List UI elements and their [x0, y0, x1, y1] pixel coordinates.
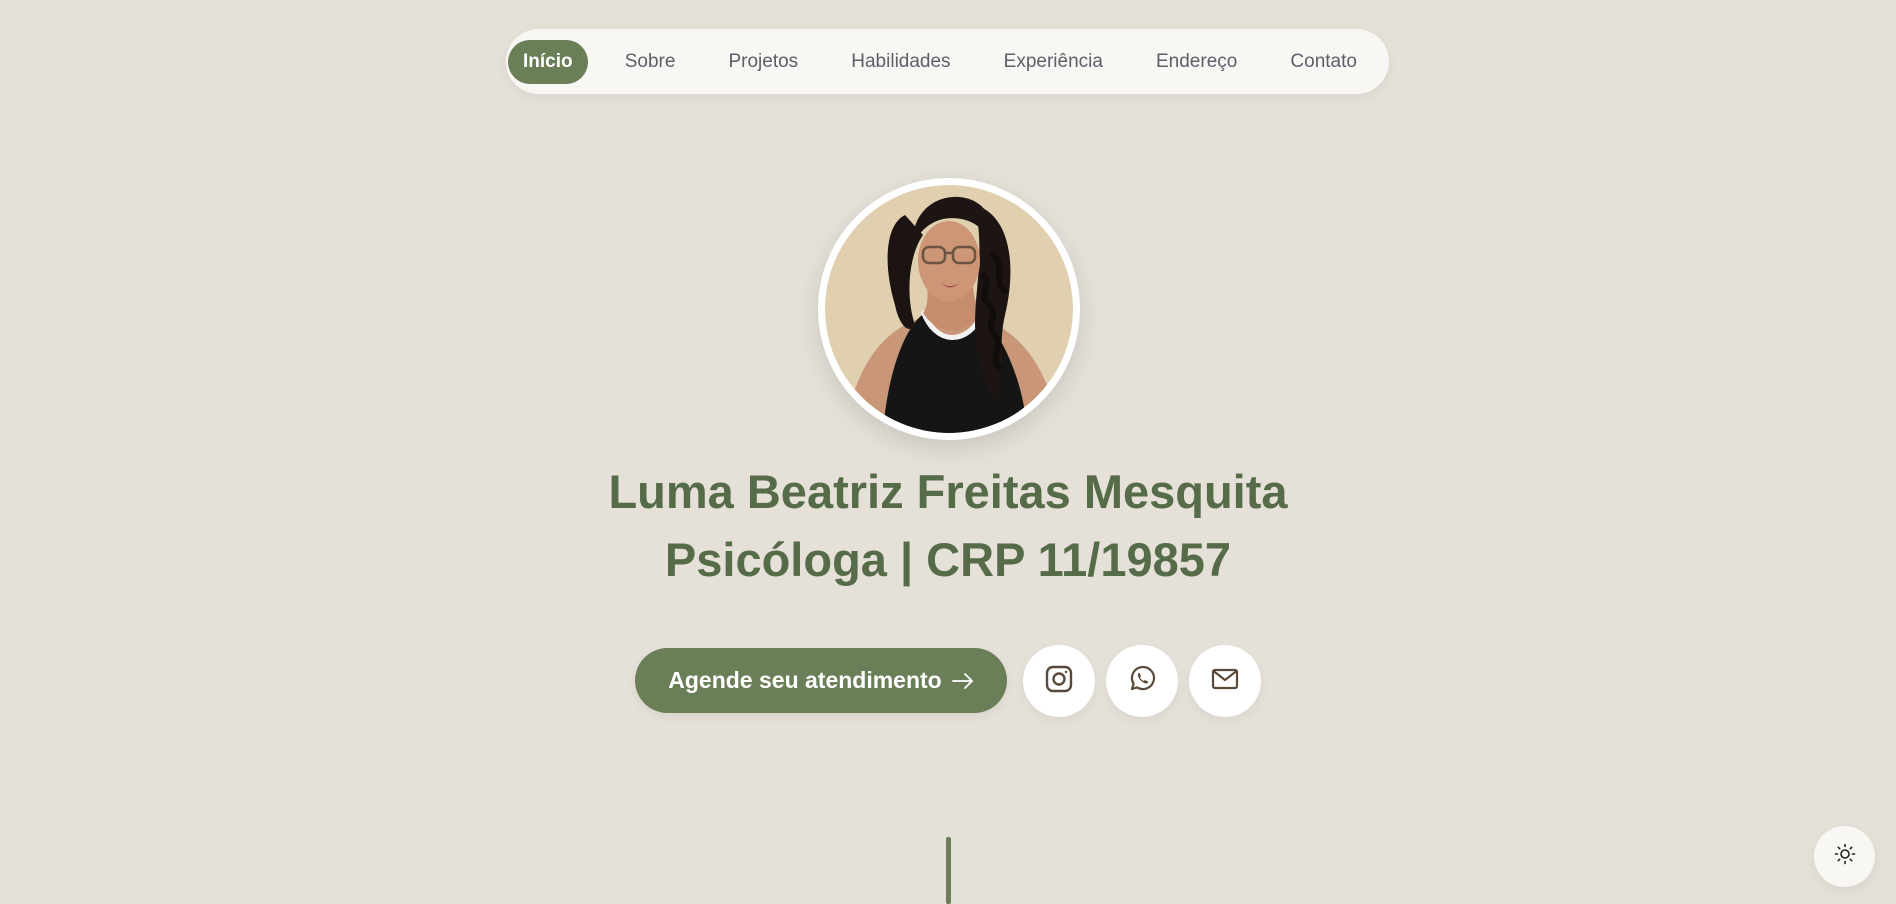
mail-icon — [1210, 664, 1240, 699]
theme-toggle-button[interactable] — [1814, 826, 1875, 887]
nav-item-inicio[interactable]: Início — [508, 40, 588, 84]
schedule-appointment-button[interactable] — [635, 648, 1007, 713]
nav-item-projetos[interactable]: Projetos — [728, 50, 799, 72]
nav-item-habilidades[interactable]: Habilidades — [851, 50, 951, 72]
instagram-icon — [1044, 664, 1074, 699]
profile-photo — [818, 178, 1080, 440]
hero-name: Luma Beatriz Freitas Mesquita — [608, 465, 1288, 518]
profile-photo-illustration — [825, 185, 1073, 433]
schedule-appointment-label: Agende seu atendimento — [668, 667, 942, 693]
whatsapp-icon — [1127, 664, 1157, 699]
nav-item-contato[interactable]: Contato — [1290, 50, 1357, 72]
hero-role: Psicóloga | CRP 11/19857 — [664, 533, 1232, 586]
email-button[interactable] — [1189, 645, 1261, 717]
nav-item-experiencia[interactable]: Experiência — [1003, 50, 1103, 72]
arrow-right-icon — [952, 673, 974, 689]
nav-item-sobre[interactable]: Sobre — [624, 50, 676, 72]
whatsapp-button[interactable] — [1106, 645, 1178, 717]
instagram-button[interactable] — [1023, 645, 1095, 717]
top-navigation — [506, 29, 1389, 94]
nav-item-endereco[interactable]: Endereço — [1156, 50, 1238, 72]
sun-icon — [1834, 843, 1856, 870]
scroll-indicator-line — [946, 837, 951, 904]
